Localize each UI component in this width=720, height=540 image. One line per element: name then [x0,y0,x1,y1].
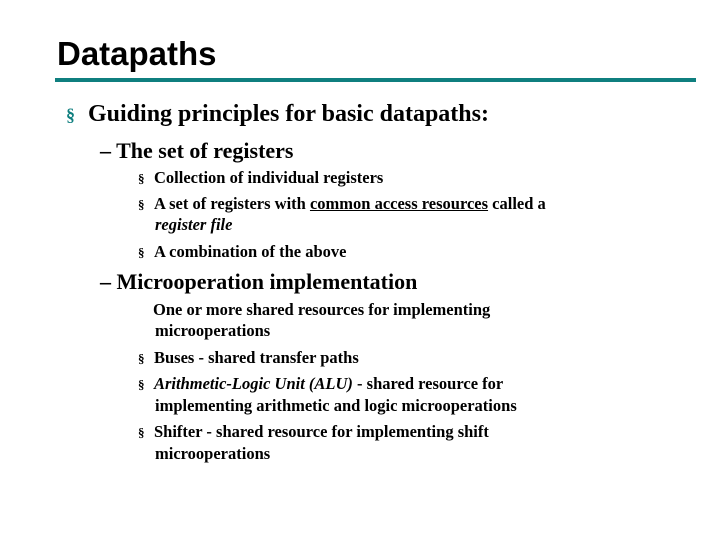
dash-icon: – [100,138,111,163]
sub2-item-3 [138,421,489,444]
sub1-item-1 [138,167,383,190]
sub2-item-1-text: Buses - shared transfer paths [154,348,359,367]
sub2-heading-line [100,269,417,295]
level1-text: Guiding principles for basic datapaths: [88,101,489,127]
sub1-heading-line [100,138,293,164]
sub2-heading: Microoperation implementation [116,269,418,294]
sub2-item-2 [138,373,503,396]
sub2-item-2-post: - shared resource for [352,374,504,393]
sub2-item-2-line2: implementing arithmetic and logic microoperations [155,396,517,415]
sub2-intro-line1: One or more shared resources for implementing [153,300,491,319]
sub2-intro-line2: microoperations [155,321,271,340]
bullet-icon: § [138,425,145,440]
sub1-item-1-text: Collection of individual registers [154,168,384,187]
sub1-item-3 [138,241,347,264]
bullet-icon: § [138,197,145,212]
sub1-item-2-post: called a [488,194,546,213]
sub2-item-3-text: Shifter - shared resource for implementing shift [154,422,489,441]
bullet-icon: § [138,351,145,366]
bullet-icon: § [138,377,145,392]
dash-icon: – [100,269,111,294]
title-underline-rule [55,78,696,82]
sub2-item-1 [138,347,359,370]
sub1-item-2-underlined: common access resources [309,194,489,213]
sub1-item-3-text: A combination of the above [154,242,347,261]
sub1-item-2-line2: register file [155,215,233,234]
slide-title: Datapaths [57,35,217,72]
sub1-heading: The set of registers [116,138,294,163]
sub1-item-2 [138,193,546,216]
level1-item [66,100,489,129]
sub2-item-2-italic: Arithmetic-Logic Unit (ALU) [154,374,353,393]
bullet-icon: § [138,171,145,186]
section-bullet-icon: § [66,105,75,125]
sub1-item-2-pre: A set of registers with [154,194,310,213]
sub2-item-3-line2: microoperations [155,444,271,463]
bullet-icon: § [138,245,145,260]
